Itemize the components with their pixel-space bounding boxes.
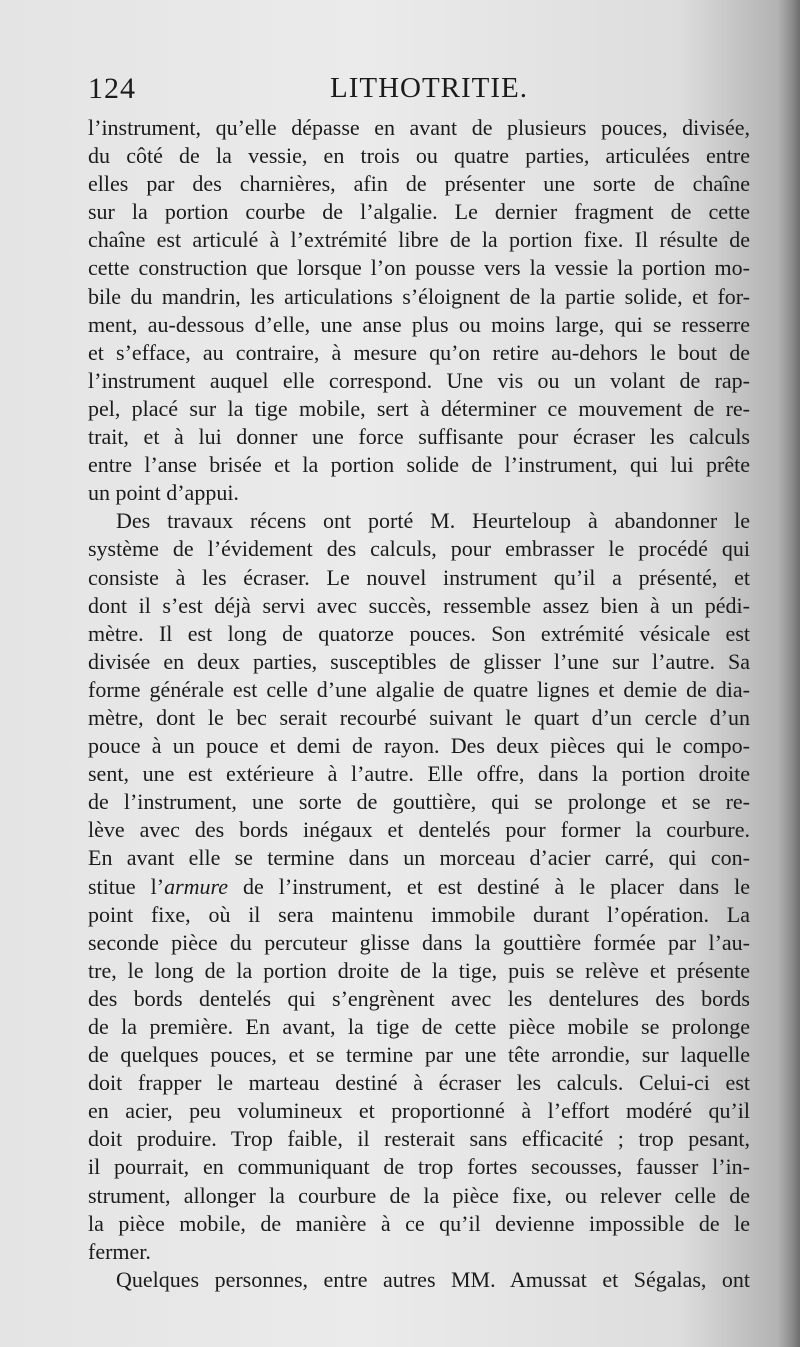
text-line: de la première. En avant, la tige de cette pièce mobile se prolonge xyxy=(88,1014,750,1039)
text-line: du côté de la vessie, en trois ou quatre parties, articulées entre xyxy=(88,143,750,169)
text-line: consiste à les écraser. Le nouvel instrument qu’il a présenté, et xyxy=(88,564,750,590)
text-line: sur la portion courbe de l’algalie. Le dernier fragment de cette xyxy=(88,199,750,225)
text-line: ment, au-dessous d’elle, une anse plus ou moins large, qui se resserre xyxy=(88,311,750,337)
body-text xyxy=(88,114,750,1294)
text-line: l’instrument, qu’elle dépasse en avant de plusieurs pouces, divisée, xyxy=(88,115,750,140)
text-line: trait, et à lui donner une force suffisante pour écraser les calculs xyxy=(88,424,750,450)
text-line: fermer. xyxy=(88,1238,151,1264)
text-line: Des travaux récens ont porté M. Heurteloup à abandonner le xyxy=(116,508,750,534)
text-line: système de l’évidement des calculs, pour embrasser le procédé qui xyxy=(88,536,750,562)
text-line: l’instrument auquel elle correspond. Une vis ou un volant de rap- xyxy=(88,367,750,393)
text-line: tre, le long de la portion droite de la tige, puis se relève et présente xyxy=(88,957,750,983)
page-number: 124 xyxy=(88,72,136,105)
running-head: LITHOTRITIE. xyxy=(329,72,529,104)
text-line: En avant elle se termine dans un morceau d’acier carré, qui con- xyxy=(88,845,750,871)
text-line: et s’efface, au contraire, à mesure qu’on retire au-dehors le bout de xyxy=(88,339,750,365)
text-line: un point d’appui. xyxy=(88,480,239,506)
text-line: de quelques pouces, et se termine par une tête arrondie, sur laquelle xyxy=(88,1042,750,1068)
text-line: entre l’anse brisée et la portion solide de l’instrument, qui lui prête xyxy=(88,452,750,478)
italic-term: armure xyxy=(164,873,229,899)
text-line: il pourrait, en communiquant de trop fortes secousses, fausser l’in- xyxy=(88,1154,750,1180)
text-line: lève avec des bords inégaux et dentelés pour former la courbure. xyxy=(88,817,750,843)
text-line: strument, allonger la courbure de la pièce fixe, ou relever celle de xyxy=(88,1182,750,1208)
text-line: la pièce mobile, de manière à ce qu’il devienne impossible de le xyxy=(88,1210,750,1236)
text-segment: stitue l’ xyxy=(88,873,165,899)
text-line: forme générale est celle d’une algalie de quatre lignes et demie de dia- xyxy=(88,676,750,702)
text-line: pouce à un pouce et demi de rayon. Des deux pièces qui le compo- xyxy=(88,733,750,759)
text-line: point fixe, où il sera maintenu immobile durant l’opération. La xyxy=(88,901,750,927)
text-segment: de l’instrument, et est destiné à le placer dans le xyxy=(228,873,750,899)
text-line xyxy=(88,873,750,901)
text-line: en acier, peu volumineux et proportionné à l’effort modéré qu’il xyxy=(88,1098,750,1124)
text-line: cette construction que lorsque l’on pousse vers la vessie la portion mo- xyxy=(88,255,750,281)
text-line: pel, placé sur la tige mobile, sert à déterminer ce mouvement de re- xyxy=(88,395,750,421)
text-line: mètre. Il est long de quatorze pouces. Son extrémité vésicale est xyxy=(88,620,750,646)
text-line: divisée en deux parties, susceptibles de glisser l’une sur l’autre. Sa xyxy=(88,648,750,674)
text-line: dont il s’est déjà servi avec succès, ressemble assez bien à un pédi- xyxy=(88,592,750,618)
text-line: seconde pièce du percuteur glisse dans la gouttière formée par l’au- xyxy=(88,929,750,955)
page-header xyxy=(88,68,750,108)
text-line: elles par des charnières, afin de présenter une sorte de chaîne xyxy=(88,171,750,197)
text-line: chaîne est articulé à l’extrémité libre de la portion fixe. Il résulte de xyxy=(88,227,750,253)
text-line: mètre, dont le bec serait recourbé suivant le quart d’un cercle d’un xyxy=(88,704,750,730)
text-line: des bords dentelés qui s’engrènent avec les dentelures des bords xyxy=(88,985,750,1011)
text-line: de l’instrument, une sorte de gouttière, qui se prolonge et se re- xyxy=(88,789,750,815)
page-edge-shadow xyxy=(778,0,800,1347)
text-line: doit frapper le marteau destiné à écraser les calculs. Celui-ci est xyxy=(88,1070,750,1096)
text-line: Quelques personnes, entre autres MM. Amussat et Ségalas, ont xyxy=(116,1266,750,1292)
text-line: sent, une est extérieure à l’autre. Elle offre, dans la portion droite xyxy=(88,761,750,787)
text-line: bile du mandrin, les articulations s’éloignent de la partie solide, et for- xyxy=(88,283,750,309)
text-line: doit produire. Trop faible, il resterait sans efficacité ; trop pesant, xyxy=(88,1126,750,1152)
